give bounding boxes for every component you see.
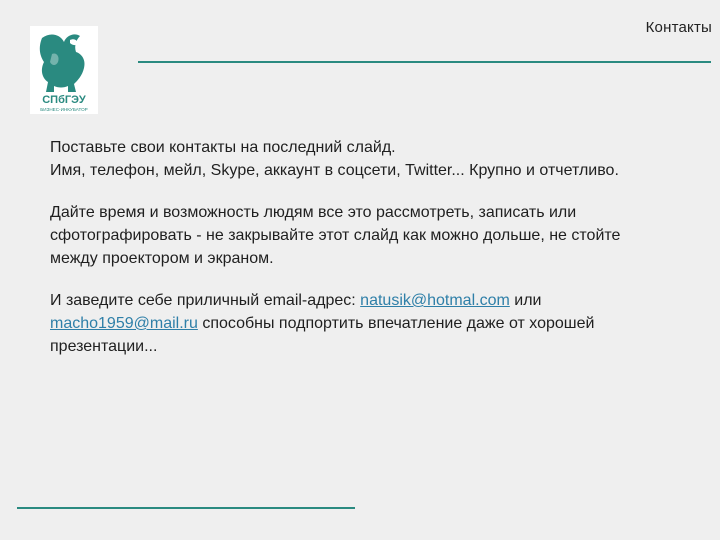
email-link-natusik[interactable]: natusik@hotmal.com <box>360 292 510 309</box>
paragraph-contacts <box>50 136 710 182</box>
body-text: И заведите себе приличный email-адрес: <box>50 292 361 309</box>
body-text: способны подпортить впечатление даже от хорошей <box>197 315 595 332</box>
slide-body <box>50 136 710 377</box>
body-line-with-link <box>50 312 710 335</box>
title-divider <box>138 61 711 63</box>
body-line: Имя, телефон, мейл, Skype, аккаунт в соцсети, Twitter... Крупно и отчетливо. <box>50 162 619 179</box>
body-line: Поставьте свои контакты на последний слайд. <box>50 139 396 156</box>
body-line-with-link <box>50 289 710 312</box>
griffin-logo-icon <box>30 26 98 114</box>
spbgeu-logo <box>30 26 98 114</box>
logo-name-text: СПбГЭУ <box>42 94 86 106</box>
body-line: Дайте время и возможность людям все это рассмотреть, записать или <box>50 204 577 221</box>
body-line: презентации... <box>50 338 158 355</box>
email-link-macho[interactable]: macho1959@mail.ru <box>50 315 198 332</box>
paragraph-time <box>50 201 710 270</box>
logo-tagline-text: БИЗНЕС-ИНКУБАТОР <box>40 107 88 112</box>
body-text: или <box>509 292 542 309</box>
body-line: между проектором и экраном. <box>50 250 274 267</box>
paragraph-email <box>50 289 710 358</box>
body-line: сфотографировать - не закрывайте этот слайд как можно дольше, не стойте <box>50 227 621 244</box>
slide-title: Контакты <box>645 19 712 36</box>
footer-divider <box>17 507 355 509</box>
